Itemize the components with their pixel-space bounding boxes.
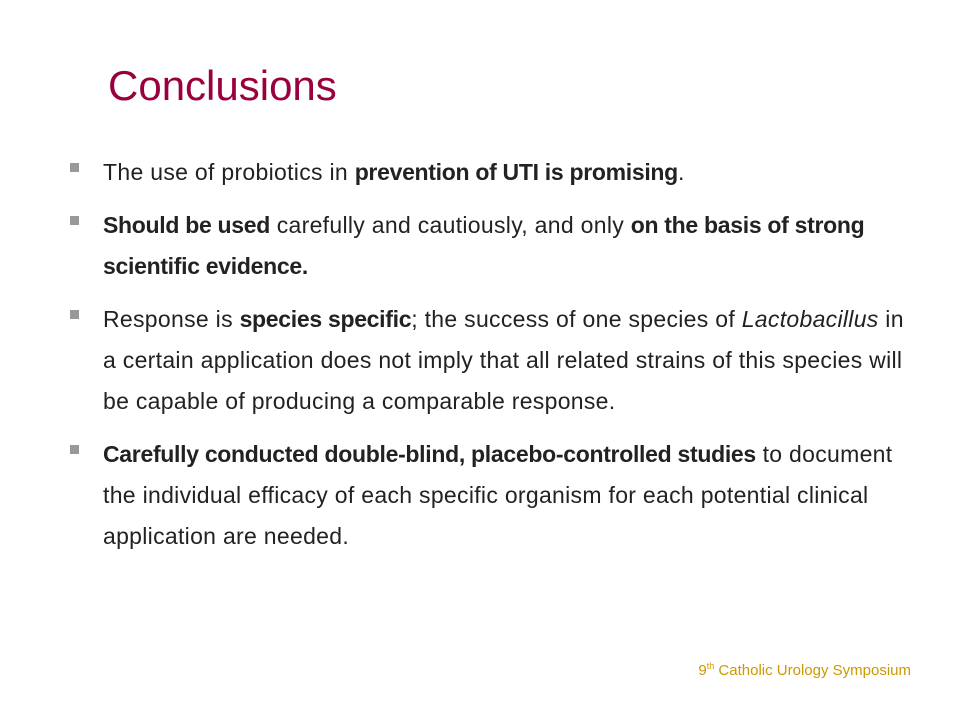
slide-title: Conclusions [108,62,337,109]
bullet-text-part: carefully and cautiously, and only [270,212,631,238]
square-bullet-icon [70,310,79,319]
bullet-text-part: . [677,159,685,185]
bullet-text-part: to document the individual efficacy of each specific organism for each potential clinical application are needed. [103,441,893,549]
footer-number: 9 [698,662,707,679]
bullet-text [103,152,910,193]
bullet-item [70,299,910,422]
bullet-text-italic: Lactobacillus [741,306,879,332]
bullet-text-part: in a certain application does not imply that all related strains of this species will be capable of producing a comparable response. [103,306,904,414]
footer-superscript: th [706,661,715,671]
bullet-text-bold: Should be used [103,212,271,238]
bullet-item [70,434,910,557]
square-bullet-icon [70,163,79,172]
footer-symposium [698,662,911,679]
bullet-text-part: Response is [103,306,240,332]
footer-text: Catholic Urology Symposium [714,662,911,679]
bullet-text [103,299,910,422]
square-bullet-icon [70,445,79,454]
bullet-text-bold: species specific [239,306,412,332]
bullet-text [103,434,910,557]
bullet-text-bold: on the basis of strong scientific evidence. [103,212,865,279]
bullet-text-part: ; the success of one species of [411,306,742,332]
square-bullet-icon [70,216,79,225]
bullet-text-bold: Carefully conducted double-blind, placebo-controlled studies [103,441,756,467]
bullet-text-bold: prevention of UTI is promising [354,159,678,185]
bullet-item [70,152,910,193]
bullet-list [70,152,910,569]
bullet-text [103,205,910,287]
bullet-text-part: The use of probiotics in [103,159,355,185]
bullet-item [70,205,910,287]
